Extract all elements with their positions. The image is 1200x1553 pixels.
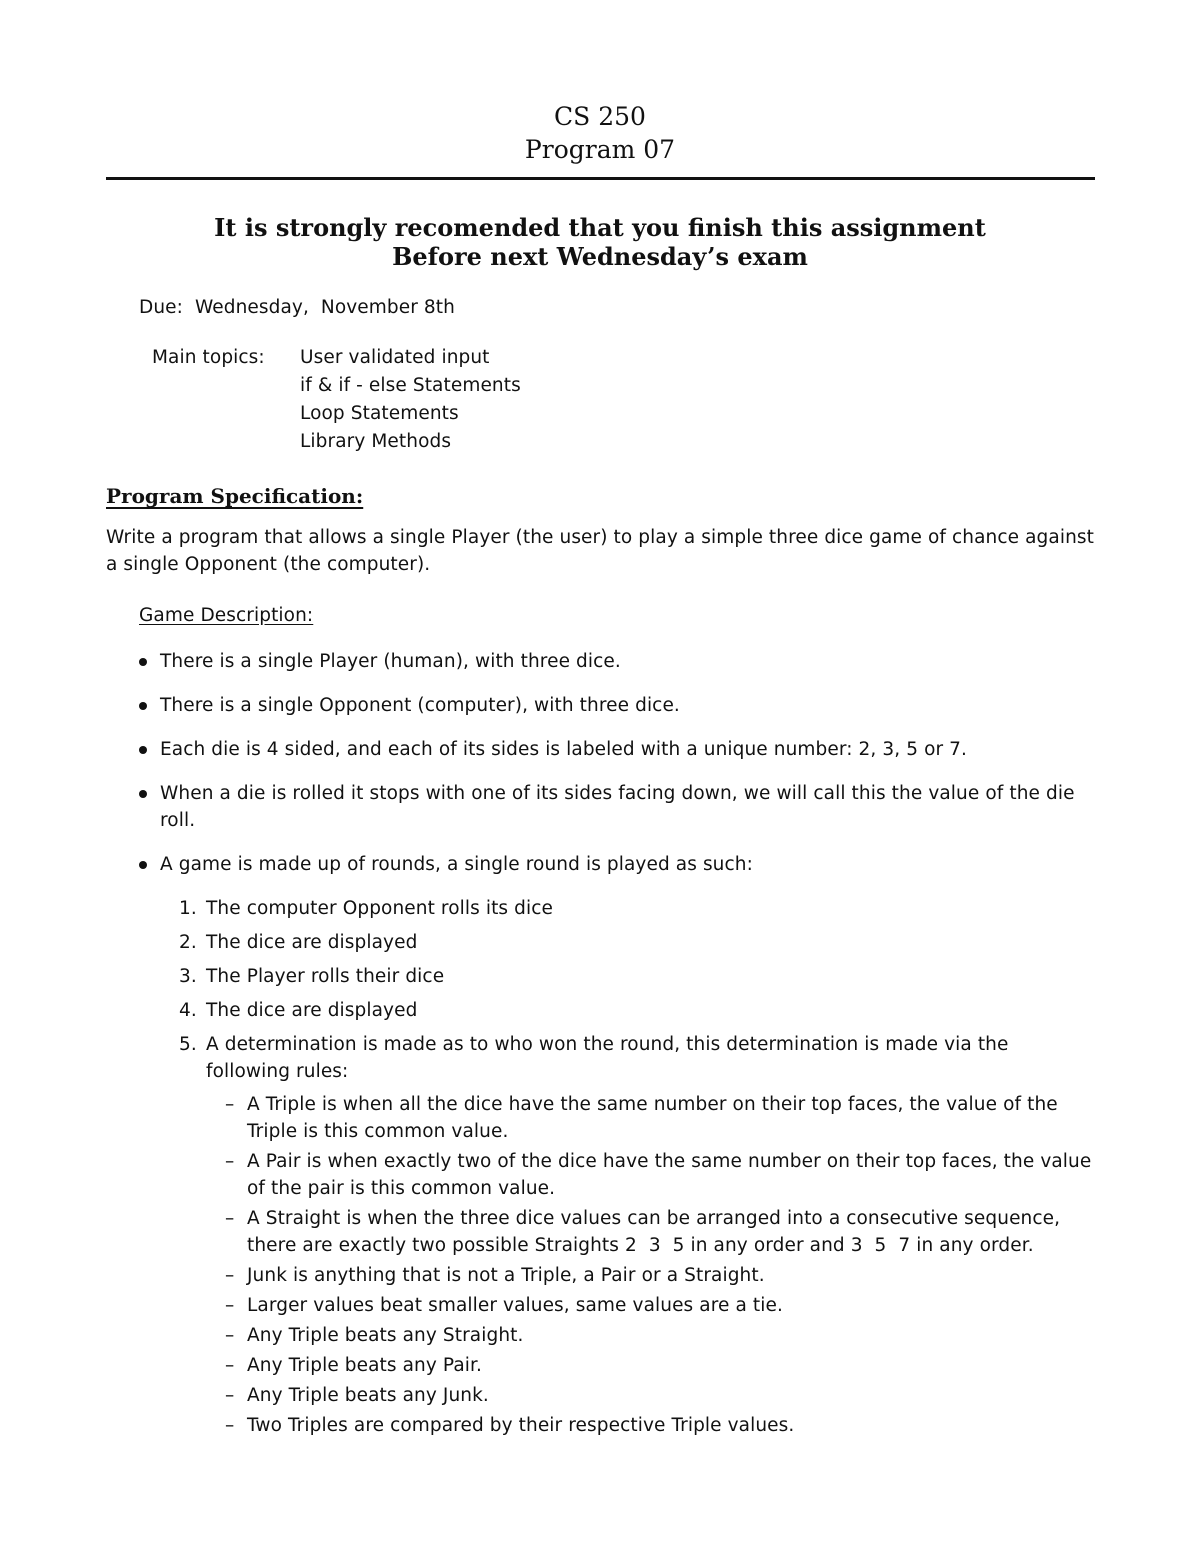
main-topics-label: Main topics: [152, 347, 265, 368]
rule-text: Any Triple beats any Straight. [247, 1325, 524, 1346]
due-date: Due: Wednesday, November 8th [139, 297, 455, 318]
rule-text: A Straight is when the three dice values can be arranged into a consecutive sequence, there are exactly two possible Straights 2 3 5 in any order and 3 5 7 in any order. [247, 1208, 1067, 1256]
dash-marker: – [225, 1208, 235, 1229]
scoring-rule [206, 1352, 1096, 1379]
bullet-icon [139, 861, 147, 869]
step-number: 2. [179, 932, 197, 953]
dash-marker: – [225, 1295, 235, 1316]
bullet-text: When a die is rolled it stops with one of its sides facing down, we will call this the value of the die roll. [160, 783, 1075, 831]
scoring-rule [206, 1262, 1096, 1289]
bullet-text: There is a single Opponent (computer), with three dice. [160, 695, 680, 716]
list-item [139, 780, 1096, 834]
program-specification-heading: Program Specification: [106, 484, 364, 508]
header-rule [106, 177, 1095, 180]
bullet-icon [139, 702, 147, 710]
step-text: The computer Opponent rolls its dice [206, 898, 553, 919]
rule-text: Any Triple beats any Junk. [247, 1385, 489, 1406]
game-description-heading: Game Description: [139, 605, 314, 626]
topic-item: User validated input [300, 347, 490, 368]
scoring-rule [206, 1091, 1096, 1145]
headline-line-1: It is strongly recomended that you finish this assignment [214, 213, 986, 242]
dash-marker: – [225, 1265, 235, 1286]
round-step [160, 1031, 1096, 1439]
round-steps-list [160, 895, 1096, 1439]
rule-text: A Triple is when all the dice have the same number on their top faces, the value of the Triple is this common value. [247, 1094, 1058, 1142]
program-title: Program 07 [524, 135, 676, 164]
round-step [160, 997, 1096, 1024]
step-text: A determination is made as to who won the round, this determination is made via the following rules: [206, 1034, 1009, 1082]
dash-marker: – [225, 1151, 235, 1172]
scoring-rule [206, 1412, 1096, 1439]
rule-text: A Pair is when exactly two of the dice have the same number on their top faces, the value of the pair is this common value. [247, 1151, 1092, 1199]
topic-item: Loop Statements [300, 403, 459, 424]
scoring-rules-list [206, 1091, 1096, 1439]
rule-text: Junk is anything that is not a Triple, a Pair or a Straight. [247, 1265, 765, 1286]
scoring-rule [206, 1205, 1096, 1259]
step-text: The Player rolls their dice [206, 966, 445, 987]
main-topics-list [300, 344, 700, 456]
bullet-icon [139, 658, 147, 666]
specification-paragraph: Write a program that allows a single Player (the user) to play a simple three dice game of chance against a single Opponent (the computer). [106, 527, 1094, 575]
dash-marker: – [225, 1385, 235, 1406]
title-block [0, 100, 1200, 166]
list-item [139, 648, 1096, 675]
dash-marker: – [225, 1325, 235, 1346]
dash-marker: – [225, 1094, 235, 1115]
recommendation-headline [0, 213, 1200, 271]
step-number: 3. [179, 966, 197, 987]
list-item [139, 851, 1096, 1439]
bullet-text: Each die is 4 sided, and each of its sides is labeled with a unique number: 2, 3, 5 or 7. [160, 739, 968, 760]
rule-text: Two Triples are compared by their respective Triple values. [247, 1415, 795, 1436]
bullet-text: A game is made up of rounds, a single round is played as such: [160, 854, 753, 875]
rule-text: Larger values beat smaller values, same values are a tie. [247, 1295, 783, 1316]
step-text: The dice are displayed [206, 932, 418, 953]
bullet-text: There is a single Player (human), with three dice. [160, 651, 621, 672]
topic-item: Library Methods [300, 431, 452, 452]
step-number: 5. [179, 1034, 197, 1055]
topic-item: if & if - else Statements [300, 375, 521, 396]
scoring-rule [206, 1382, 1096, 1409]
scoring-rule [206, 1292, 1096, 1319]
scoring-rule [206, 1322, 1096, 1349]
bullet-icon [139, 790, 147, 798]
game-rules-list [139, 648, 1096, 1456]
step-number: 4. [179, 1000, 197, 1021]
step-number: 1. [179, 898, 197, 919]
step-text: The dice are displayed [206, 1000, 418, 1021]
round-step [160, 929, 1096, 956]
headline-line-2: Before next Wednesday’s exam [392, 242, 808, 271]
scoring-rule [206, 1148, 1096, 1202]
dash-marker: – [225, 1355, 235, 1376]
round-step [160, 895, 1096, 922]
list-item [139, 692, 1096, 719]
rule-text: Any Triple beats any Pair. [247, 1355, 482, 1376]
bullet-icon [139, 746, 147, 754]
dash-marker: – [225, 1415, 235, 1436]
list-item [139, 736, 1096, 763]
course-title: CS 250 [554, 102, 646, 131]
round-step [160, 963, 1096, 990]
